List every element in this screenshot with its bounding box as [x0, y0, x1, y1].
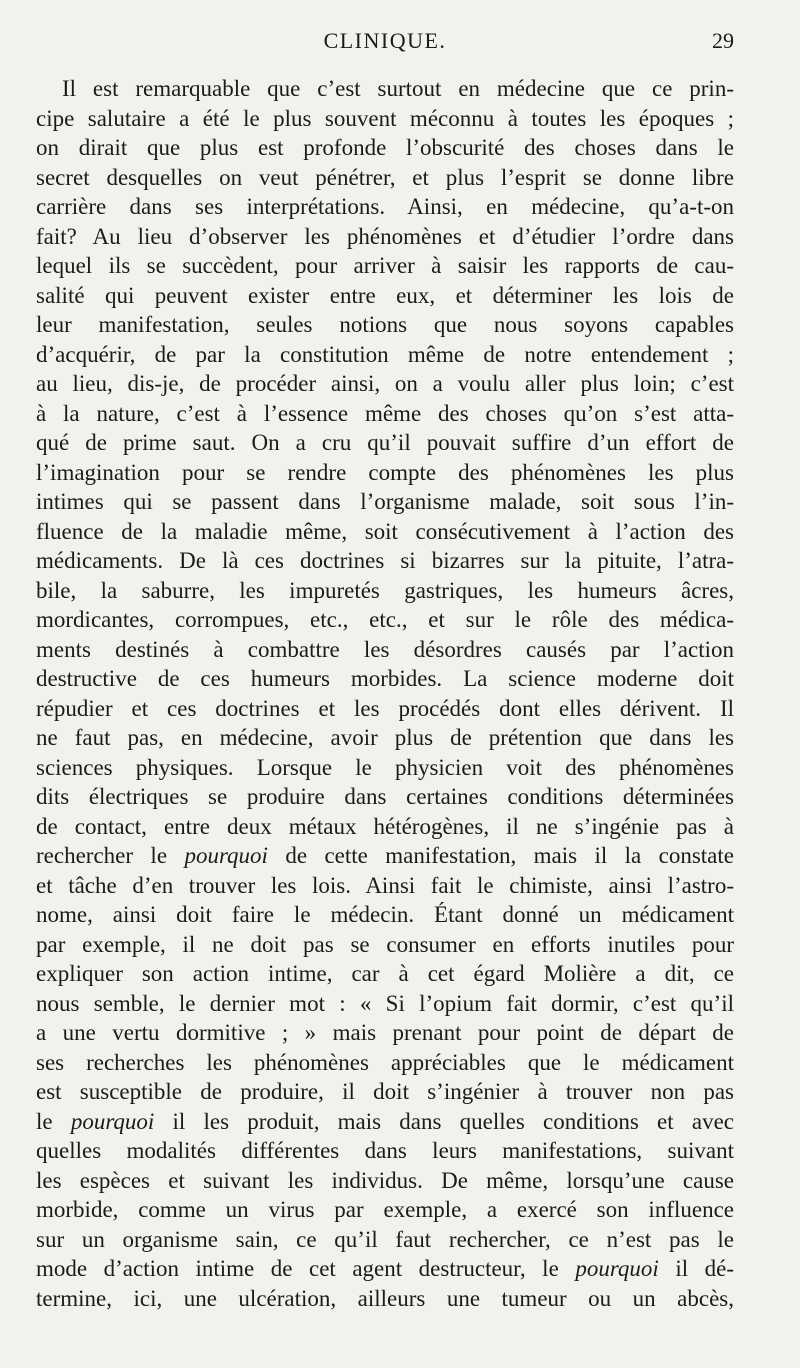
text-line: par exemple, il ne doit pas se consumer en efforts inutiles pour [36, 931, 734, 957]
italic-word: pourquoi [575, 1256, 659, 1281]
text-line: expliquer son action intime, car à cet égard Molière a dit, ce [36, 961, 734, 986]
page-header [36, 28, 734, 62]
text-line: termine, ici, une ulcération, ailleurs une tumeur ou un abcès, [36, 1285, 734, 1311]
text-line: quelles modalités différentes dans leurs manifestations, suivant [36, 1138, 734, 1163]
text-line: répudier et ces doctrines et les procédés dont elles dérivent. Il [36, 695, 734, 721]
text-line: salité qui peuvent exister entre eux, et déterminer les lois de [36, 282, 734, 308]
text-line: à la nature, c’est à l’essence même des choses qu’on s’est atta- [36, 400, 734, 426]
text-line: cipe salutaire a été le plus souvent méconnu à toutes les époques ; [36, 105, 734, 131]
text-line: d’acquérir, de par la constitution même de notre entendement ; [36, 341, 734, 367]
text-line: secret desquelles on veut pénétrer, et plus l’esprit se donne libre [36, 164, 734, 190]
text-line: et tâche d’en trouver les lois. Ainsi fait le chimiste, ainsi l’astro- [36, 872, 734, 898]
italic-word: pourquoi [184, 843, 268, 868]
text-line: dits électriques se produire dans certaines conditions déterminées [36, 784, 734, 809]
text-line: nous semble, le dernier mot : « Si l’opium fait dormir, c’est qu’il [36, 990, 734, 1016]
text-line: ses recherches les phénomènes appréciables que le médicament [36, 1049, 734, 1075]
italic-word: pourquoi [70, 1108, 155, 1134]
text-line: Il est remarquable que c’est surtout en médecine que ce prin- [62, 76, 734, 101]
text-line: qué de prime saut. On a cru qu’il pouvait suffire d’un effort de [36, 430, 734, 455]
text-line: on dirait que plus est profonde l’obscurité des choses dans le [36, 135, 734, 160]
page-number: 29 [712, 28, 734, 53]
text-line: intimes qui se passent dans l’organisme malade, soit sous l’in- [36, 489, 734, 514]
text-line: mordicantes, corrompues, etc., etc., et sur le rôle des médica- [36, 607, 734, 632]
running-title: CLINIQUE. [323, 28, 447, 53]
text-line: le pourquoi il les produit, mais dans quelles conditions et avec [36, 1108, 734, 1134]
text-line: au lieu, dis-je, de procéder ainsi, on a voulu aller plus loin; c’est [36, 371, 734, 396]
text-line: a une vertu dormitive ; » mais prenant pour point de départ de [36, 1020, 734, 1045]
text-line: morbide, comme un virus par exemple, a exercé son influence [36, 1197, 734, 1222]
text-line: bile, la saburre, les impuretés gastriques, les humeurs âcres, [36, 577, 734, 603]
text-line: ments destinés à combattre les désordres causés par l’action [36, 636, 734, 662]
text-line: rechercher le pourquoi de cette manifestation, mais il la constate [36, 843, 734, 868]
text-line: médicaments. De là ces doctrines si bizarres sur la pituite, l’atra- [36, 548, 734, 573]
text-line: fluence de la maladie même, soit consécutivement à l’action des [36, 518, 734, 544]
text-line: de contact, entre deux métaux hétérogènes, il ne s’ingénie pas à [36, 813, 734, 839]
text-line: sur un organisme sain, ce qu’il faut rechercher, ce n’est pas le [36, 1226, 734, 1252]
text-line: nome, ainsi doit faire le médecin. Étant donné un médicament [36, 902, 734, 927]
text-line: ne faut pas, en médecine, avoir plus de prétention que dans les [36, 725, 734, 750]
text-line: les espèces et suivant les individus. De même, lorsqu’une cause [36, 1167, 734, 1193]
text-line: leur manifestation, seules notions que nous soyons capables [36, 312, 734, 337]
text-line: est susceptible de produire, il doit s’ingénier à trouver non pas [36, 1079, 734, 1104]
text-line: carrière dans ses interprétations. Ainsi, en médecine, qu’a-t-on [36, 194, 734, 219]
text-line: destructive de ces humeurs morbides. La science moderne doit [36, 666, 734, 691]
text-line: sciences physiques. Lorsque le physicien voit des phénomènes [36, 754, 734, 780]
text-line: mode d’action intime de cet agent destructeur, le pourquoi il dé- [36, 1256, 734, 1281]
text-line: fait? Au lieu d’observer les phénomènes et d’étudier l’ordre dans [36, 223, 734, 249]
text-line: lequel ils se succèdent, pour arriver à saisir les rapports de cau- [36, 253, 734, 278]
text-line: l’imagination pour se rendre compte des phénomènes les plus [36, 459, 734, 485]
body-paragraph [36, 74, 734, 1313]
